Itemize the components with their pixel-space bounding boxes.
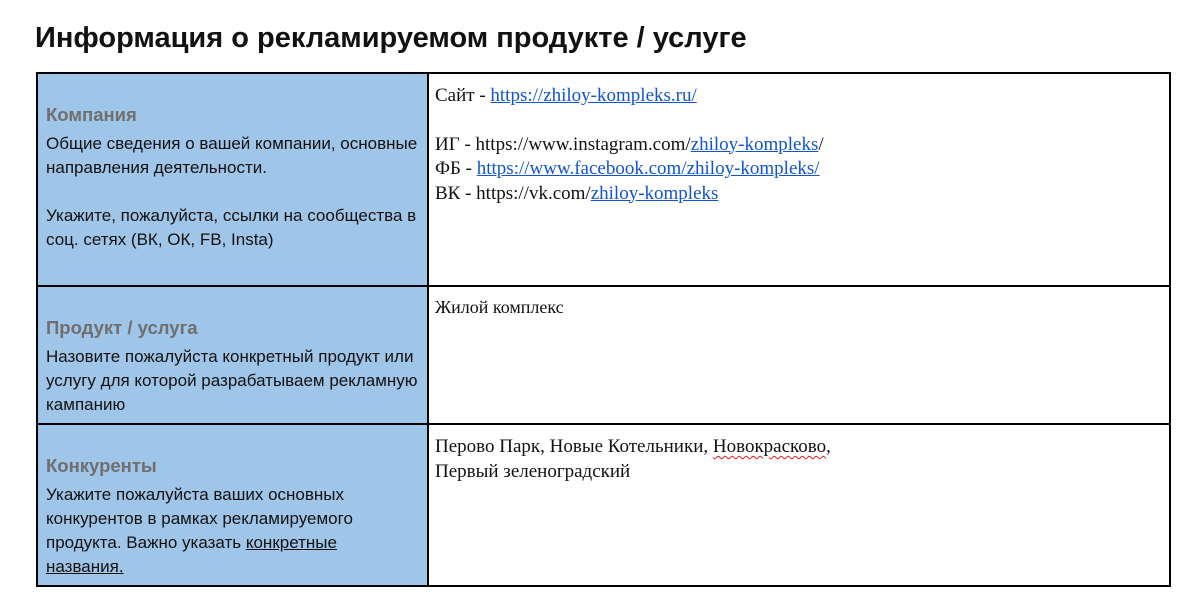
facebook-line (435, 157, 1163, 182)
competitors-heading: Конкуренты (46, 455, 157, 476)
company-label-cell (37, 73, 428, 286)
competitors-description (46, 483, 419, 579)
site-link[interactable]: https://zhiloy-kompleks.ru/ (490, 85, 697, 106)
product-heading: Продукт / услуга (46, 317, 198, 338)
company-description: Общие сведения о вашей компании, основные направления деятельности. (46, 134, 418, 177)
competitors-description-text: Укажите пожалуйста ваших основных конкурентов в рамках рекламируемого продукта. Важно указать (46, 485, 353, 552)
competitors-line-2: Первый зеленоградский (435, 460, 631, 482)
competitors-value-cell[interactable] (428, 424, 1170, 586)
competitors-description-emphasis: конкретные названия. (46, 533, 337, 576)
table-row-company (37, 73, 1170, 286)
competitors-line-1 (435, 435, 1163, 460)
company-heading: Компания (46, 104, 137, 125)
product-value: Жилой комплекс (435, 297, 564, 317)
instagram-link[interactable]: zhiloy-kompleks (690, 133, 819, 155)
table-row-competitors (37, 424, 1170, 586)
company-social-description: Укажите, пожалуйста, ссылки на сообщества в соц. сетях (ВК, ОК, FB, Insta) (46, 206, 417, 249)
page-title: Информация о рекламируемом продукте / услуге (35, 22, 747, 54)
facebook-link[interactable]: https://www.facebook.com/zhiloy-kompleks/ (476, 158, 820, 179)
table-row-product (37, 286, 1170, 424)
product-info-table (36, 72, 1171, 587)
competitors-text-1: Перово Парк, Новые Котельники, (435, 436, 713, 457)
company-value-cell[interactable] (428, 73, 1170, 286)
product-description: Назовите пожалуйста конкретный продукт или услугу для которой разрабатываем рекламную кампанию (46, 347, 418, 414)
vk-line (435, 182, 1163, 207)
instagram-suffix: / (818, 133, 824, 155)
competitors-text-2: , (826, 436, 831, 457)
competitor-misspelled: Новокрасково (712, 436, 827, 457)
vk-link[interactable]: zhiloy-kompleks (590, 182, 719, 204)
vk-prefix: ВК - https://vk.com/ (435, 182, 591, 204)
instagram-line (435, 133, 1163, 158)
competitors-label-cell (37, 424, 428, 586)
product-value-cell[interactable] (428, 286, 1170, 424)
site-prefix: Сайт - (435, 85, 491, 106)
facebook-prefix: ФБ - (435, 158, 477, 179)
site-line (435, 84, 1163, 109)
instagram-prefix: ИГ - https://www.instagram.com/ (435, 133, 691, 155)
product-label-cell (37, 286, 428, 424)
